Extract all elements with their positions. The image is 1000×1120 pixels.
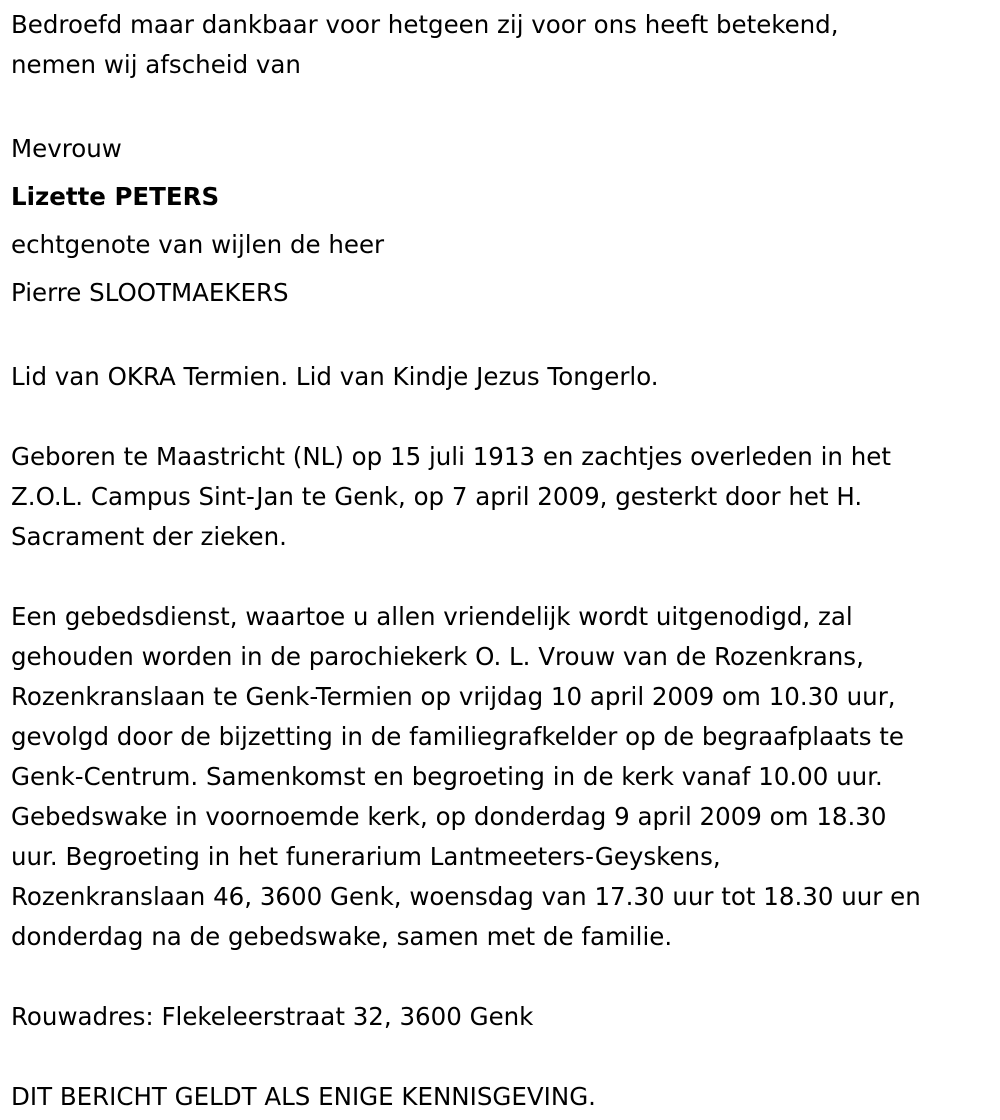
mourning-address: Rouwadres: Flekeleerstraat 32, 3600 Genk — [11, 1002, 534, 1031]
service-line: uur. Begroeting in het funerarium Lantmeeters-Geyskens, — [11, 842, 721, 871]
spacer — [11, 557, 996, 597]
notice-text: DIT BERICHT GELDT ALS ENIGE KENNISGEVING. — [11, 1082, 596, 1111]
service-line: gevolgd door de bijzetting in de familiegrafkelder op de begraafplaats te — [11, 722, 904, 751]
deceased-name: Lizette PETERS — [11, 182, 220, 211]
spouse-name: Pierre SLOOTMAEKERS — [11, 278, 289, 307]
spacer — [11, 397, 996, 437]
birth-death-paragraph — [11, 437, 996, 557]
spacer — [11, 85, 996, 125]
intro-line: nemen wij afscheid van — [11, 50, 301, 79]
spacer — [11, 317, 996, 357]
birth-death-line: Sacrament der zieken. — [11, 522, 287, 551]
spacer — [11, 1037, 996, 1077]
service-line: Een gebedsdienst, waartoe u allen vriendelijk wordt uitgenodigd, zal — [11, 602, 853, 631]
service-paragraph — [11, 597, 996, 957]
service-line: Rozenkranslaan te Genk-Termien op vrijdag 10 april 2009 om 10.30 uur, — [11, 682, 896, 711]
birth-death-line: Geboren te Maastricht (NL) op 15 juli 1913 en zachtjes overleden in het — [11, 442, 891, 471]
obituary-notice — [11, 5, 996, 1117]
service-line: Gebedswake in voornoemde kerk, op donderdag 9 april 2009 om 18.30 — [11, 802, 887, 831]
spacer — [11, 957, 996, 997]
birth-death-line: Z.O.L. Campus Sint-Jan te Genk, op 7 april 2009, gesterkt door het H. — [11, 482, 863, 511]
service-line: Genk-Centrum. Samenkomst en begroeting in de kerk vanaf 10.00 uur. — [11, 762, 883, 791]
memberships-text: Lid van OKRA Termien. Lid van Kindje Jezus Tongerlo. — [11, 362, 659, 391]
relation-text: echtgenote van wijlen de heer — [11, 230, 385, 259]
title-prefix: Mevrouw — [11, 134, 122, 163]
service-line: donderdag na de gebedswake, samen met de familie. — [11, 922, 673, 951]
service-line: gehouden worden in de parochiekerk O. L. Vrouw van de Rozenkrans, — [11, 642, 864, 671]
intro-paragraph — [11, 5, 996, 85]
service-line: Rozenkranslaan 46, 3600 Genk, woensdag van 17.30 uur tot 18.30 uur en — [11, 882, 921, 911]
intro-line: Bedroefd maar dankbaar voor hetgeen zij voor ons heeft betekend, — [11, 10, 839, 39]
